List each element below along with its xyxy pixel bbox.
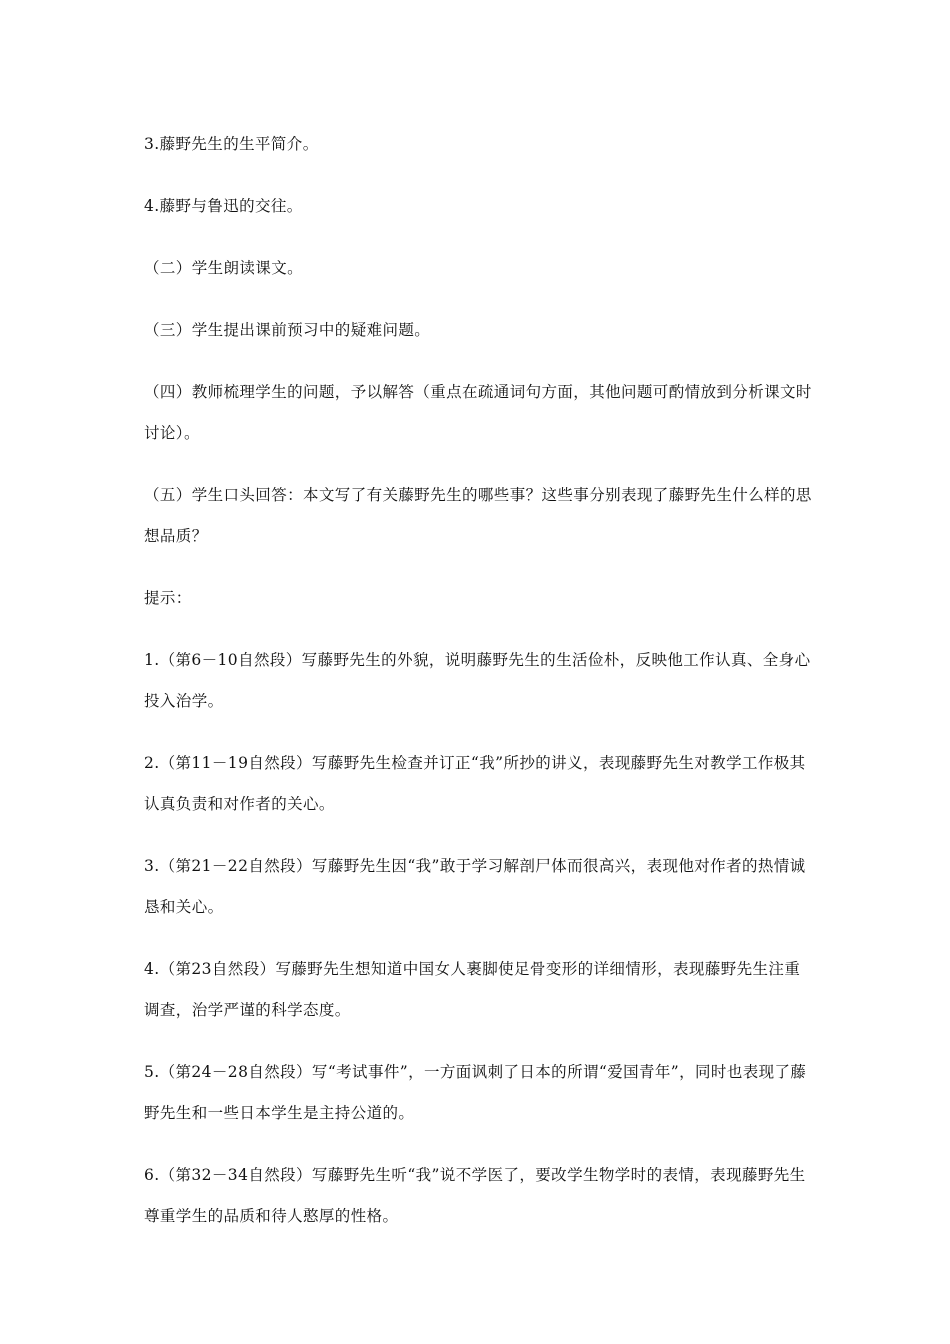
list-item: 3.（第21－22自然段）写藤野先生因“我”敢于学习解剖尸体而很高兴，表现他对作者的热情诚恳和关心。: [144, 857, 806, 916]
list-item: 2.（第11－19自然段）写藤野先生检查并订正“我”所抄的讲义，表现藤野先生对教学工作极其认真负责和对作者的关心。: [144, 754, 806, 813]
paragraph-teacher-answers: （四）教师梳理学生的问题，予以解答（重点在疏通词句方面，其他问题可酌情放到分析课文时讨论）。: [144, 383, 812, 442]
paragraph-hint-label: 提示：: [144, 589, 192, 607]
list-item: 5.（第24－28自然段）写“考试事件”，一方面讽刺了日本的所谓“爱国青年”，同时也表现了藤野先生和一些日本学生是主持公道的。: [144, 1063, 807, 1122]
paragraph-friendship: 4.藤野与鲁迅的交往。: [144, 197, 303, 215]
list-item: 1.（第6－10自然段）写藤野先生的外貌，说明藤野先生的生活俭朴，反映他工作认真、全身心投入治学。: [144, 651, 811, 710]
list-item: 4.（第23自然段）写藤野先生想知道中国女人裹脚使足骨变形的详细情形，表现藤野先生注重调查，治学严谨的科学态度。: [144, 960, 801, 1019]
document-body: [144, 124, 812, 1258]
paragraph-read-aloud: （二）学生朗读课文。: [144, 259, 304, 277]
paragraph-biography: 3.藤野先生的生平简介。: [144, 135, 319, 153]
list-item: 6.（第32－34自然段）写藤野先生听“我”说不学医了，要改学生物学时的表情，表现藤野先生尊重学生的品质和待人憨厚的性格。: [144, 1166, 806, 1225]
paragraph-oral-answer: （五）学生口头回答：本文写了有关藤野先生的哪些事？这些事分别表现了藤野先生什么样的思想品质？: [144, 486, 812, 545]
paragraph-questions: （三）学生提出课前预习中的疑难问题。: [144, 321, 431, 339]
